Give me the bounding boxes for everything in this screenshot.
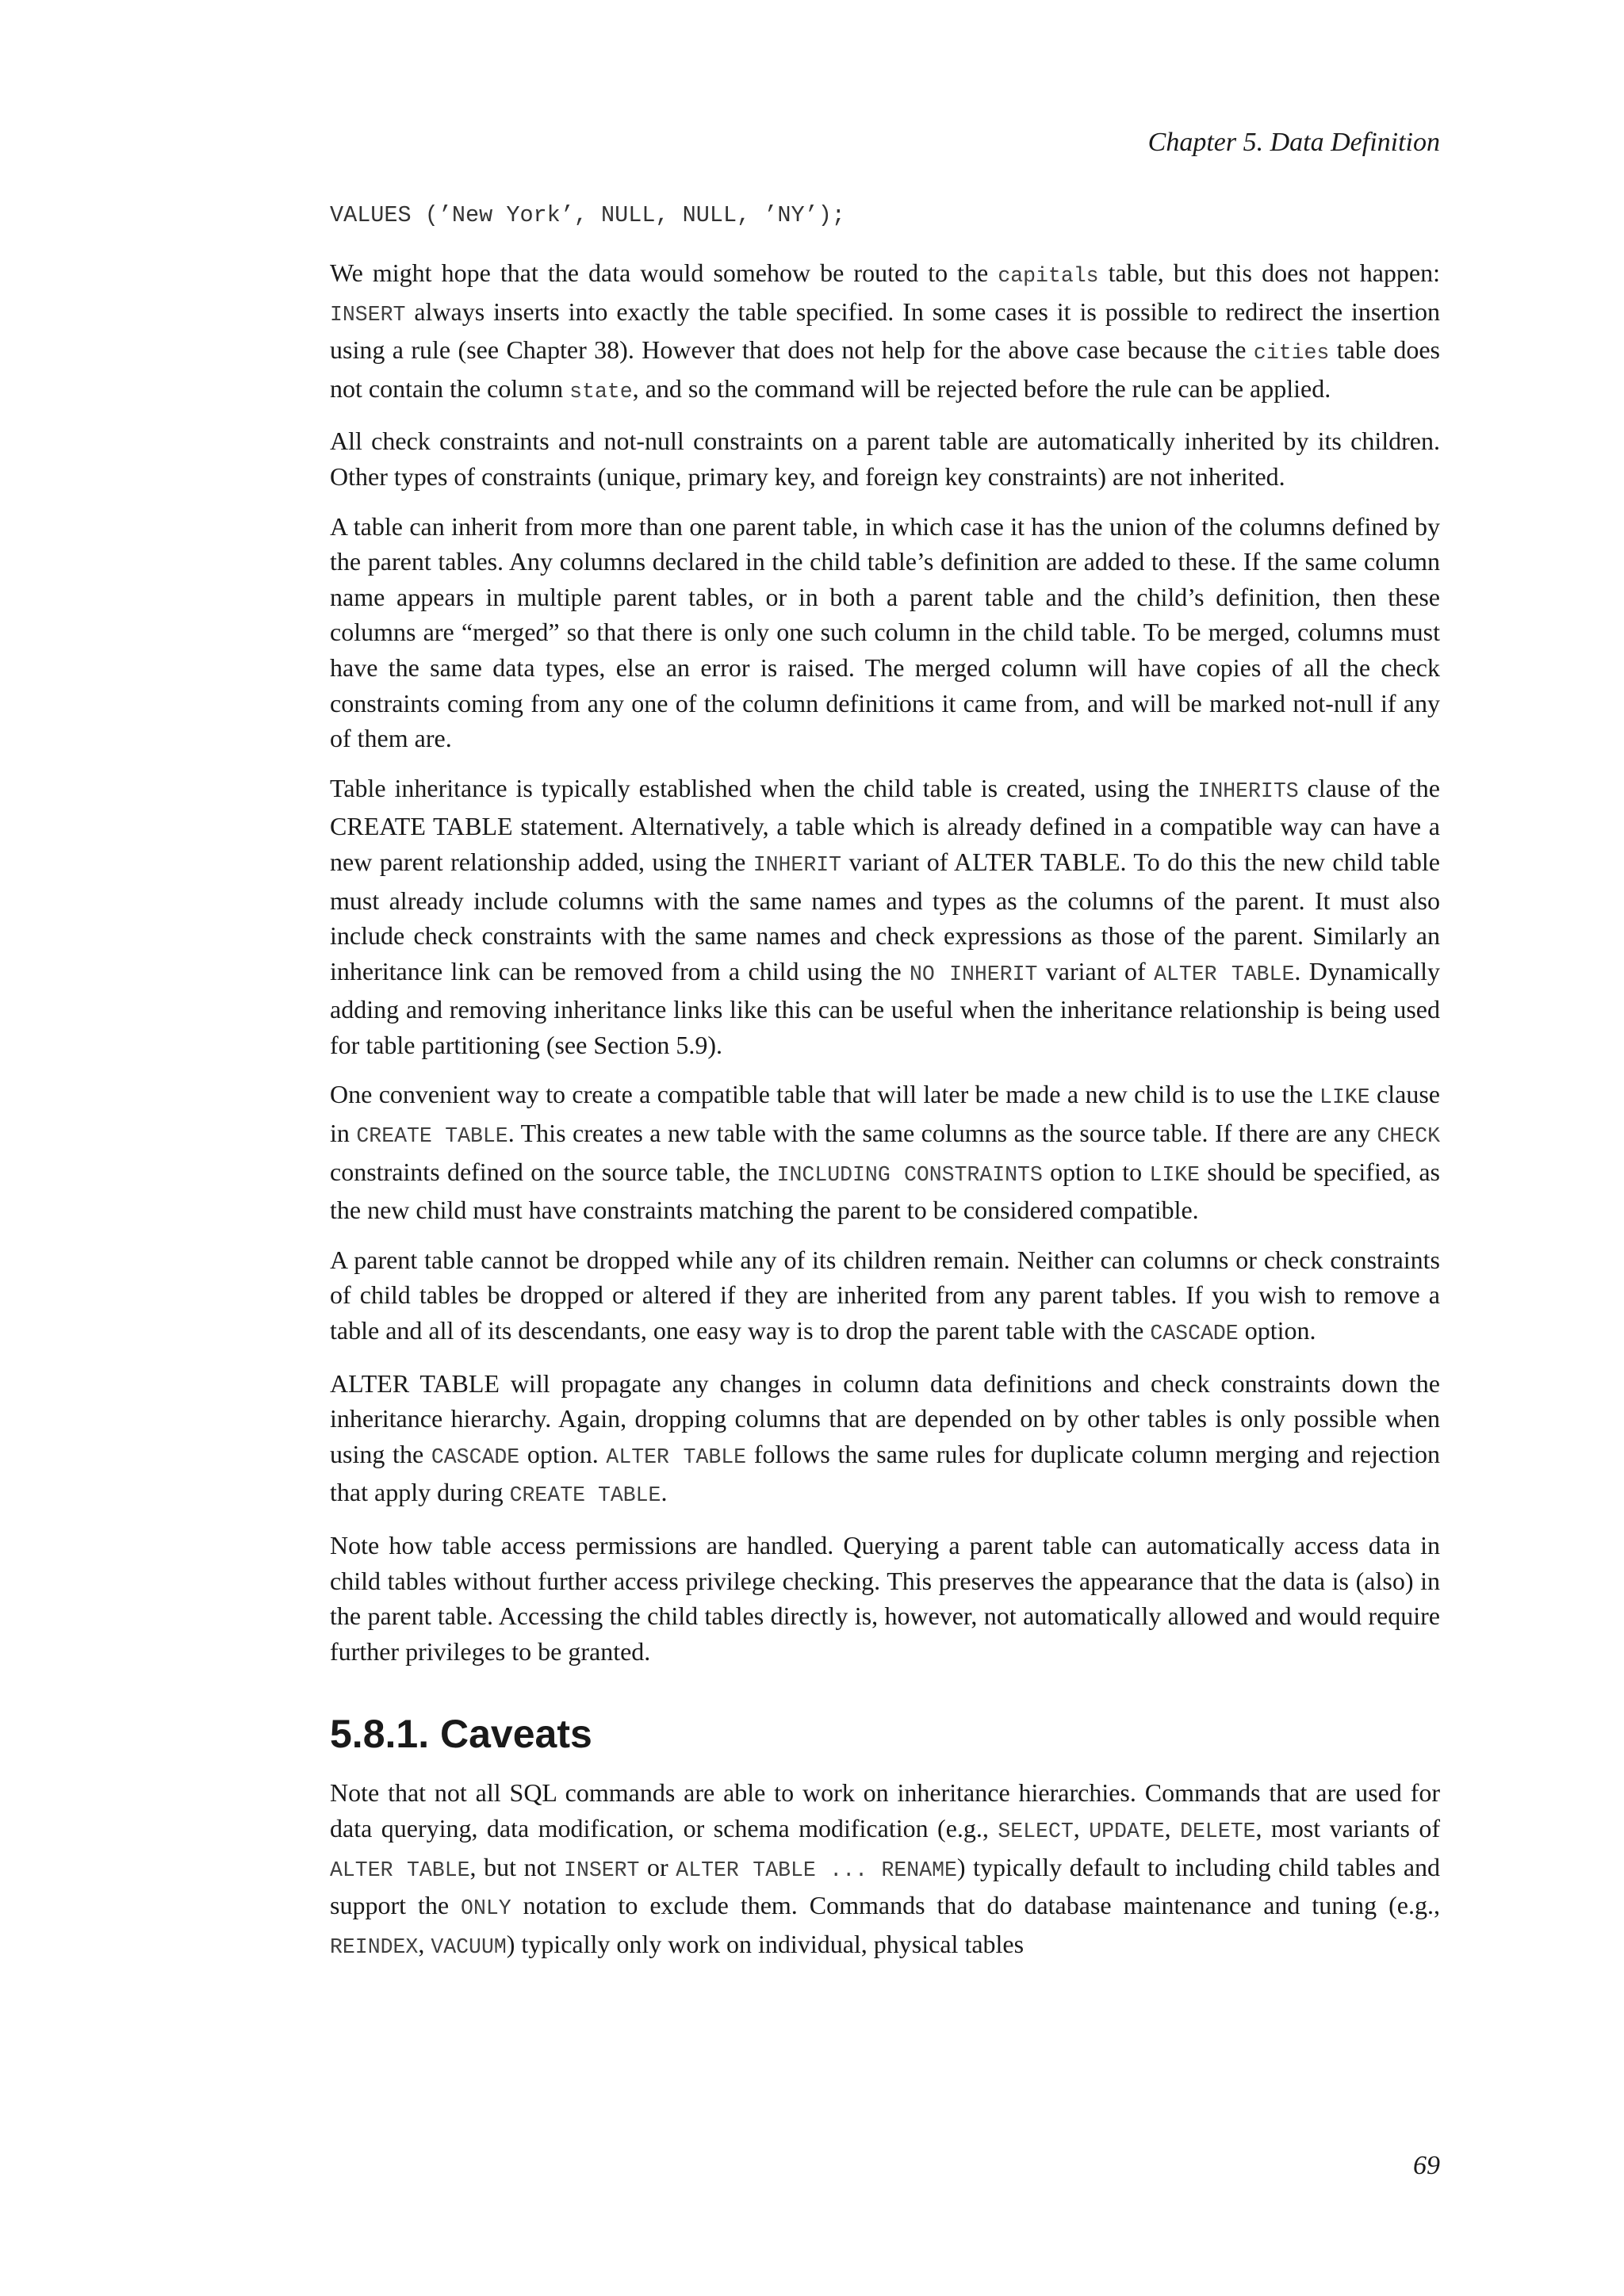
inline-code: CREATE TABLE (509, 1483, 661, 1508)
inline-code: LIKE (1149, 1162, 1201, 1187)
inline-code: UPDATE (1089, 1819, 1165, 1843)
inline-code: INCLUDING CONSTRAINTS (776, 1162, 1043, 1187)
paragraph-caveats: Note that not all SQL commands are able to work on inheritance hierarchies. Commands that are used for data querying, data modification, or schema modification (e.g., SELECT, UPDATE, DELETE, most variants of ALTER TABLE, but not INSERT or ALTER TABLE ... RENAME) typically default to including child tables and support the ONLY notation to exclude them. Commands that do database maintenance and tuning (e.g., REINDEX, VACUUM) typically only work on individual, physical tables (330, 1778, 1441, 1959)
inline-code: CASCADE (1150, 1322, 1239, 1346)
paragraph-inherited-constraints: All check constraints and not-null constraints on a parent table are automatically inherited by its children. Other types of constraints (unique, primary key, and foreign key constraints) are not inherited. (330, 427, 1440, 491)
inline-code: LIKE (1320, 1085, 1370, 1110)
paragraph-dropping-parent: A parent table cannot be dropped while any of its children remain. Neither can columns or check constraints of child tables be dropped or altered if they are inherited from any parent tables. If you wish to remove a table and all of its descendants, one easy way is to drop the parent table with the CASCADE option. (330, 1245, 1440, 1346)
paragraph-like-clause: One convenient way to create a compatible table that will later be made a new child is to use the LIKE clause in CREATE TABLE. This creates a new table with the same columns as the source table. If there are any CHECK constraints defined on the source table, the INCLUDING CONSTRAINTS option to LIKE should be specified, as the new child must have constraints matching the parent to be considered compatible. (330, 1080, 1441, 1225)
inline-code: SELECT (998, 1819, 1074, 1843)
running-header: Chapter 5. Data Definition (1147, 128, 1440, 157)
code-snippet: VALUES (’New York’, NULL, NULL, ’NY’); (330, 202, 845, 228)
inline-code: capitals (998, 264, 1099, 288)
inline-code: ALTER TABLE (606, 1445, 747, 1469)
inline-code: REINDEX (330, 1934, 419, 1959)
section-heading: 5.8.1. Caveats (330, 1712, 592, 1757)
paragraph-multiple-parents: A table can inherit from more than one parent table, in which case it has the union of the columns defined by the parent tables. Any columns declared in the child table’s definition are added to these. If the same column name appears in multiple parent tables, or in both a parent table and the child’s definition, then these columns are “merged” so that there is only one such column in the child table. To be merged, columns must have the same data types, else an error is raised. The merged column will have copies of all the check constraints coming from any one of the column definitions it came from, and will be marked not-null if any of them are. (330, 511, 1440, 753)
inline-code: state (569, 379, 633, 404)
inline-code: cities (1253, 341, 1330, 365)
paragraph-alter-table: ALTER TABLE will propagate any changes in column data definitions and check constraints down the inheritance hierarchy. Again, dropping columns that are depended on by other tables is only possible when using the CASCADE option. ALTER TABLE follows the same rules for duplicate column merging and rejection that apply during CREATE TABLE. (330, 1368, 1441, 1508)
paragraph-insert-routing: We might hope that the data would somehow be routed to the capitals table, but this does not happen: INSERT always inserts into exactly the table specified. In some cases it is possible to redirect the insertion using a rule (see Chapter 38). However that does not help for the above case because the cities table does not contain the column state, and so the command will be rejected before the rule can be applied. (330, 258, 1441, 404)
inline-code: VACUUM (431, 1934, 507, 1959)
inline-code: ONLY (461, 1896, 511, 1921)
inline-code: CASCADE (431, 1445, 520, 1469)
inline-code: DELETE (1180, 1819, 1256, 1843)
document-body (330, 255, 1440, 1979)
page-number: 69 (1413, 2151, 1440, 2180)
inline-code: NO INHERIT (910, 962, 1038, 986)
inline-code: INSERT (564, 1858, 640, 1882)
inline-code: ALTER TABLE (330, 1858, 470, 1882)
inline-code: INSERT (330, 302, 406, 327)
paragraph-establishing-inheritance: Table inheritance is typically established when the child table is created, using the INHERITS clause of the CREATE TABLE statement. Alternatively, a table which is already defined in a compatible way can have a new parent relationship added, using the INHERIT variant of ALTER TABLE. To do this the new child table must already include columns with the same names and types as the columns of the parent. It must also include check constraints with the same names and check expressions as those of the parent. Similarly an inheritance link can be removed from a child using the NO INHERIT variant of ALTER TABLE. Dynamically adding and removing inheritance links like this can be useful when the inheritance relationship is being used for table partitioning (see Section 5.9). (330, 773, 1441, 1059)
inline-code: INHERIT (753, 852, 842, 877)
inline-code: CREATE TABLE (356, 1124, 508, 1149)
paragraph-access-permissions: Note how table access permissions are handled. Querying a parent table can automatically access data in child tables without further access privilege checking. This preserves the appearance that the data is (also) in the parent table. Accessing the child tables directly is, however, not automatically allowed and would require further privileges to be granted. (330, 1531, 1440, 1666)
inline-code: CHECK (1377, 1124, 1441, 1149)
inline-code: ALTER TABLE (1154, 962, 1295, 986)
inline-code: ALTER TABLE ... RENAME (676, 1858, 957, 1882)
inline-code: INHERITS (1197, 779, 1299, 803)
